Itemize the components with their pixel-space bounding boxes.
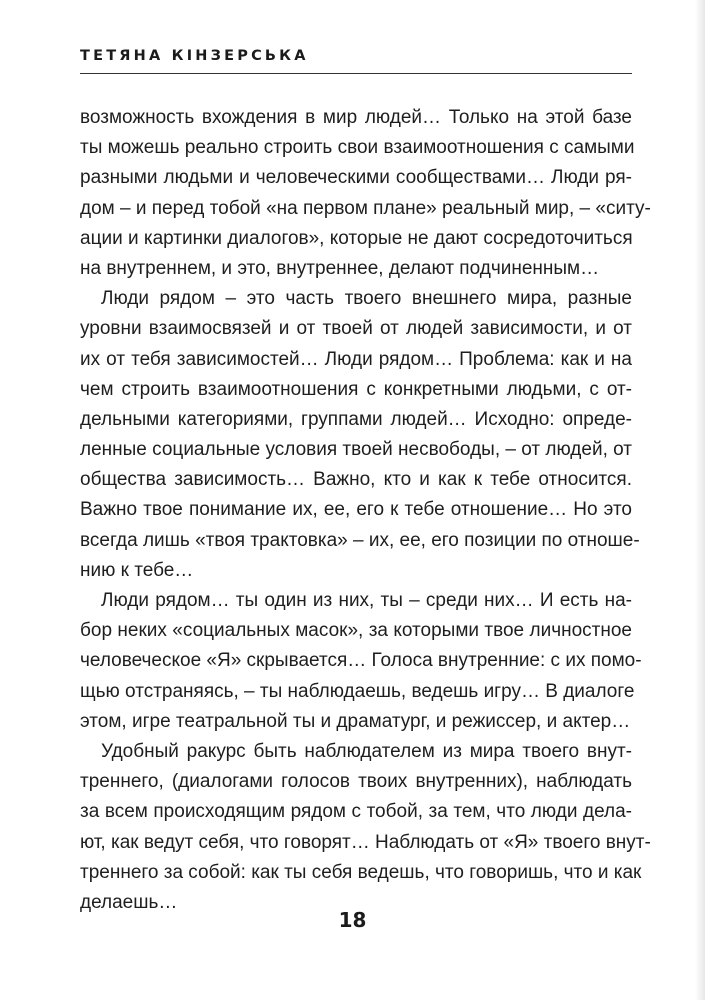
text-line: дом – и перед тобой «на первом плане» реальный мир, – «ситу-: [80, 197, 651, 219]
text-line: треннего за собой: как ты себя ведешь, что говоришь, что и как: [80, 861, 642, 883]
text-line: человеческое «Я» скрывается… Голоса внутренние: с их помо-: [80, 650, 642, 672]
page-edge-shadow: [695, 0, 705, 1000]
text-line: за всем происходящим рядом с тобой, за тем, что люди дела-: [80, 801, 632, 823]
text-line: этом, игре театральной ты и драматург, и режиссер, и актер…: [80, 710, 631, 732]
text-line: бор неких «социальных масок», за которыми твое личностное: [80, 620, 632, 642]
text-line: Люди рядом – это часть твоего внешнего мира, разные: [101, 288, 632, 310]
text-line: ют, как ведут себя, что говорят… Наблюдать от «Я» твоего внут-: [80, 831, 651, 853]
text-line: уровни взаимосвязей и от твоей от людей зависимости, и от: [80, 318, 632, 340]
text-line: ты можешь реально строить свои взаимоотношения с самыми: [80, 137, 635, 159]
body-text: [80, 103, 651, 918]
text-line: дельными категориями, группами людей… Исходно: опреде-: [80, 408, 632, 430]
text-line: всегда лишь «твоя трактовка» – их, ее, его позиции по отноше-: [80, 529, 640, 551]
text-line: возможность вхождения в мир людей… Только на этой базе: [80, 107, 632, 128]
running-head-author: ТЕТЯНА КІНЗЕРСЬКА: [80, 48, 309, 64]
page-number: 18: [338, 908, 367, 932]
text-line: чем строить взаимоотношения с конкретными людьми, с от-: [80, 378, 632, 400]
text-line: ации и картинки диалогов», которые не дают сосредоточиться: [80, 227, 633, 249]
text-line: их от тебя зависимостей… Люди рядом… Проблема: как и на: [80, 348, 632, 370]
text-line: Удобный ракурс быть наблюдателем из мира твоего внут-: [101, 740, 632, 762]
text-line: на внутреннем, и это, внутреннее, делают подчиненным…: [80, 257, 600, 279]
header-rule: [80, 73, 632, 74]
text-line: делаешь…: [80, 891, 178, 913]
text-line: Люди рядом… ты один из них, ты – среди них… И есть на-: [101, 590, 632, 611]
text-line: Важно твое понимание их, ее, его к тебе отношение… Но это: [80, 499, 632, 521]
text-line: ленные социальные условия твоей несвободы, – от людей, от: [80, 439, 632, 461]
text-line: щью отстраняясь, – ты наблюдаешь, ведешь игру… В диалоге: [80, 680, 635, 702]
text-line: разными людьми и человеческими сообществами… Люди ря-: [80, 167, 632, 189]
text-line: нию к тебе…: [80, 559, 194, 581]
text-line: треннего, (диалогами голосов твоих внутренних), наблюдать: [80, 771, 632, 793]
text-line: общества зависимость… Важно, кто и как к тебе относится.: [80, 469, 632, 491]
